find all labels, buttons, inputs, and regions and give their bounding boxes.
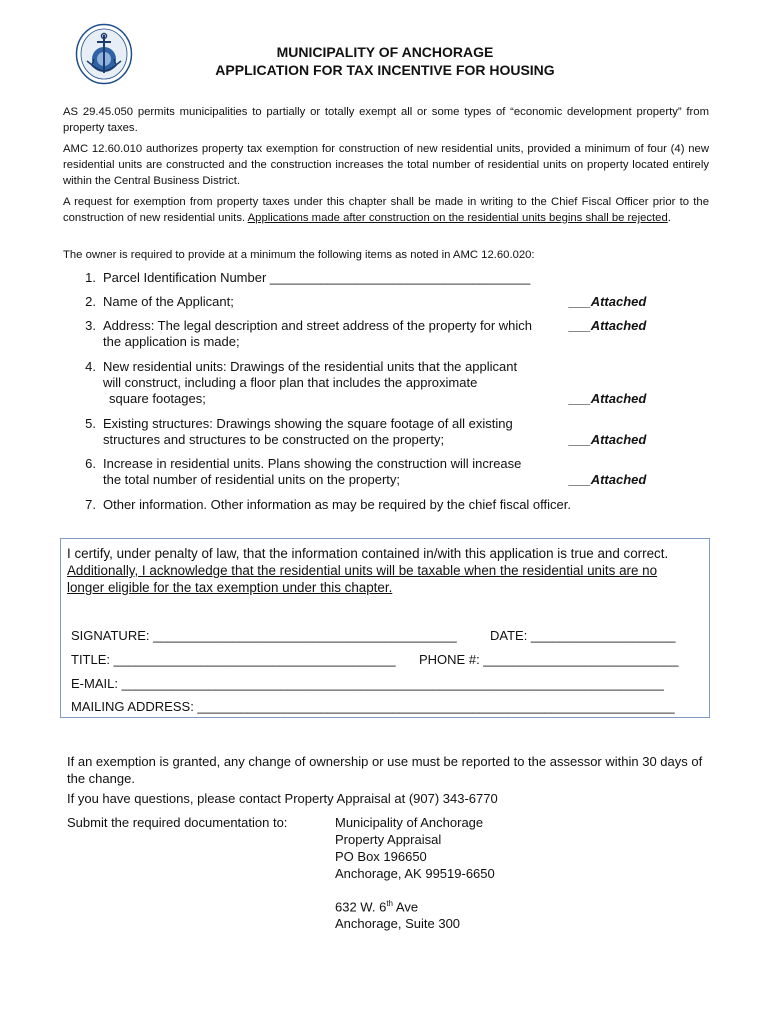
intro-paragraph-4: The owner is required to provide at a minimum the following items as noted in AMC 12.60.020:: [63, 249, 535, 261]
item-text: Existing structures: Drawings showing the square footage of all existing: [103, 416, 513, 431]
item-text: square footages;: [109, 391, 206, 406]
page-title: MUNICIPALITY OF ANCHORAGE: [276, 44, 494, 60]
item-number: 5.: [85, 416, 96, 431]
paragraph-3-end: .: [667, 212, 671, 224]
email-field[interactable]: E-MAIL: ___________________________________________________________________________: [71, 676, 664, 691]
list-item: [70, 497, 710, 513]
contact-line: If you have questions, please contact Property Appraisal at (907) 343-6770: [67, 791, 498, 806]
certification-acknowledgement-2: longer eligible for the tax exemption under this chapter.: [67, 580, 393, 595]
item-number: 6.: [85, 456, 96, 471]
item-number: 7.: [85, 497, 96, 512]
attached-checkbox[interactable]: ___Attached: [569, 432, 647, 447]
attached-checkbox[interactable]: ___Attached: [569, 294, 647, 309]
rejection-notice: Applications made after construction on the residential units begins shall be rejected: [247, 212, 668, 224]
list-item: [70, 270, 710, 286]
list-item: [70, 318, 710, 350]
certification-statement: I certify, under penalty of law, that the information contained in/with this application is true and correct.: [67, 546, 669, 561]
list-item: [70, 456, 710, 488]
paragraph-3-text: A request for exemption from property taxes under this chapter shall be made in writing to the Chief Fiscal Officer prior to the construction of new residential units.: [63, 196, 709, 224]
item-text: Parcel Identification Number ____________________________________: [103, 270, 531, 285]
phone-field[interactable]: PHONE #: ___________________________: [419, 652, 679, 667]
item-number: 2.: [85, 294, 96, 309]
item-text: the application is made;: [103, 334, 240, 349]
date-field[interactable]: DATE: ____________________: [490, 628, 676, 643]
item-number: 3.: [85, 318, 96, 333]
street-address-block: [335, 895, 635, 932]
address-line: PO Box 196650: [335, 849, 427, 864]
item-text: Name of the Applicant;: [103, 294, 234, 309]
mailing-address-field[interactable]: MAILING ADDRESS: __________________________________________________________________: [71, 699, 675, 714]
intro-paragraph-1: AS 29.45.050 permits municipalities to partially or totally exempt all or some types of “economic development property” from property taxes.: [63, 106, 709, 134]
address-line: Anchorage, AK 99519-6650: [335, 866, 495, 881]
item-number: 4.: [85, 359, 96, 374]
intro-paragraph-3: [63, 194, 709, 226]
item-text: Increase in residential units. Plans showing the construction will increase: [103, 456, 522, 471]
ownership-change-notice: If an exemption is granted, any change of ownership or use must be reported to the assessor within 30 days of the change.: [67, 754, 703, 786]
attached-checkbox[interactable]: ___Attached: [569, 472, 647, 487]
submit-label: Submit the required documentation to:: [67, 815, 288, 830]
item-text: structures and structures to be constructed on the property;: [103, 432, 445, 447]
item-text: Address: The legal description and street address of the property for which: [103, 318, 532, 333]
title-field[interactable]: TITLE: _______________________________________: [71, 652, 396, 667]
address-line: Property Appraisal: [335, 832, 442, 847]
item-text: the total number of residential units on the property;: [103, 472, 401, 487]
address-line: Anchorage, Suite 300: [335, 916, 461, 932]
item-text: will construct, including a floor plan that includes the approximate: [103, 375, 478, 390]
item-text: New residential units: Drawings of the residential units that the applicant: [103, 359, 518, 374]
list-item: [70, 294, 710, 310]
list-item: [70, 359, 710, 407]
mailing-address-block: [335, 814, 635, 882]
attached-checkbox[interactable]: ___Attached: [569, 318, 647, 333]
attached-checkbox[interactable]: ___Attached: [569, 391, 647, 406]
address-line: Municipality of Anchorage: [335, 815, 484, 830]
street-line: 632 W. 6th Ave: [335, 899, 419, 915]
signature-field[interactable]: SIGNATURE: __________________________________________: [71, 628, 457, 643]
intro-paragraph-2: AMC 12.60.010 authorizes property tax exemption for construction of new residential units, provided a minimum of four (4) new residential units are constructed and the construction increases the total number of residential units on property located entirely within the Central Business District.: [63, 143, 709, 187]
item-text: Other information. Other information as may be required by the chief fiscal officer.: [103, 497, 571, 512]
list-item: [70, 416, 710, 448]
item-number: 1.: [85, 270, 96, 285]
page-subtitle: APPLICATION FOR TAX INCENTIVE FOR HOUSING: [215, 62, 555, 78]
certification-acknowledgement-1: Additionally, I acknowledge that the residential units will be taxable when the residential units are no: [67, 563, 658, 578]
